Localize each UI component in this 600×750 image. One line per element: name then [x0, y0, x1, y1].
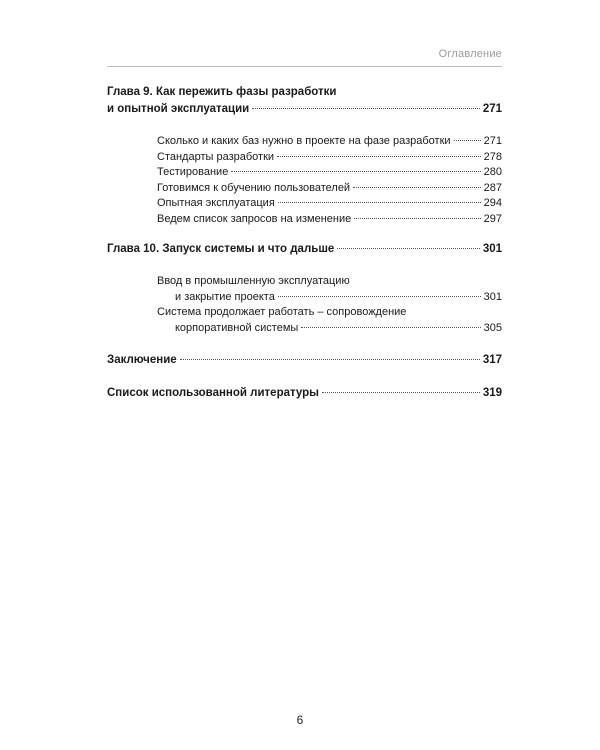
dot-leader	[278, 296, 481, 297]
toc-section-title-line1: Система продолжает работать – сопровождение	[157, 306, 407, 318]
toc-section-page: 305	[483, 321, 502, 334]
dot-leader	[278, 202, 481, 203]
dot-leader	[231, 171, 480, 172]
toc-section-page: 287	[483, 181, 502, 194]
dot-leader	[252, 108, 480, 109]
toc-section-page: 278	[483, 150, 502, 163]
dot-leader	[180, 359, 480, 360]
toc-section[interactable]	[157, 305, 502, 336]
toc-section-title: Тестирование	[157, 166, 229, 178]
toc-conclusion-page: 317	[482, 354, 502, 366]
toc-section-title: Опытная эксплуатация	[157, 197, 275, 209]
toc-chapter-9-title-line1: Глава 9. Как пережить фазы разработки	[107, 86, 337, 98]
dot-leader	[322, 392, 480, 393]
dot-leader	[454, 140, 481, 141]
dot-leader	[353, 187, 481, 188]
toc-conclusion[interactable]	[107, 352, 502, 369]
toc-section-page: 297	[483, 212, 502, 225]
toc-section-title-line2: и закрытие проекта	[175, 290, 275, 303]
toc-references-page: 319	[482, 387, 502, 399]
toc-chapter-9[interactable]	[107, 84, 502, 118]
toc-references[interactable]	[107, 385, 502, 402]
toc-section-title: Стандарты разработки	[157, 150, 275, 163]
toc-chapter-10-title: Глава 10. Запуск системы и что дальше	[107, 243, 335, 255]
page-number: 6	[296, 713, 304, 727]
toc-conclusion-title: Заключение	[107, 354, 177, 366]
toc-section[interactable]	[157, 134, 502, 150]
toc-chapter-9-page: 271	[482, 103, 502, 115]
toc-section-page: 294	[483, 197, 502, 209]
dot-leader	[277, 156, 481, 157]
toc-section[interactable]	[157, 181, 502, 197]
toc-section[interactable]	[157, 196, 502, 212]
toc-chapter-9-title-line2: и опытной эксплуатации	[107, 103, 250, 115]
dot-leader	[354, 218, 480, 219]
toc-references-title: Список использованной литературы	[107, 387, 319, 399]
toc-section-title-line1: Ввод в промышленную эксплуатацию	[157, 275, 350, 287]
toc-section-title-line2: корпоративной системы	[175, 321, 299, 334]
toc-section-title: Ведем список запросов на изменение	[157, 212, 352, 225]
toc-section-page: 271	[483, 135, 502, 147]
toc-section[interactable]	[157, 165, 502, 181]
table-of-contents	[107, 84, 502, 402]
header-rule	[107, 66, 502, 67]
toc-section[interactable]	[157, 212, 502, 228]
running-header: Оглавление	[438, 48, 502, 60]
toc-section-title: Сколько и каких баз нужно в проекте на фазе разработки	[157, 135, 451, 147]
toc-chapter-10[interactable]	[107, 241, 502, 258]
toc-section-page: 280	[483, 166, 502, 178]
dot-leader	[301, 327, 480, 328]
toc-section[interactable]	[157, 274, 502, 305]
toc-section-title: Готовимся к обучению пользователей	[157, 181, 351, 194]
toc-section[interactable]	[157, 150, 502, 166]
toc-chapter-10-page: 301	[482, 243, 502, 255]
dot-leader	[337, 248, 480, 249]
toc-section-page: 301	[483, 290, 502, 303]
